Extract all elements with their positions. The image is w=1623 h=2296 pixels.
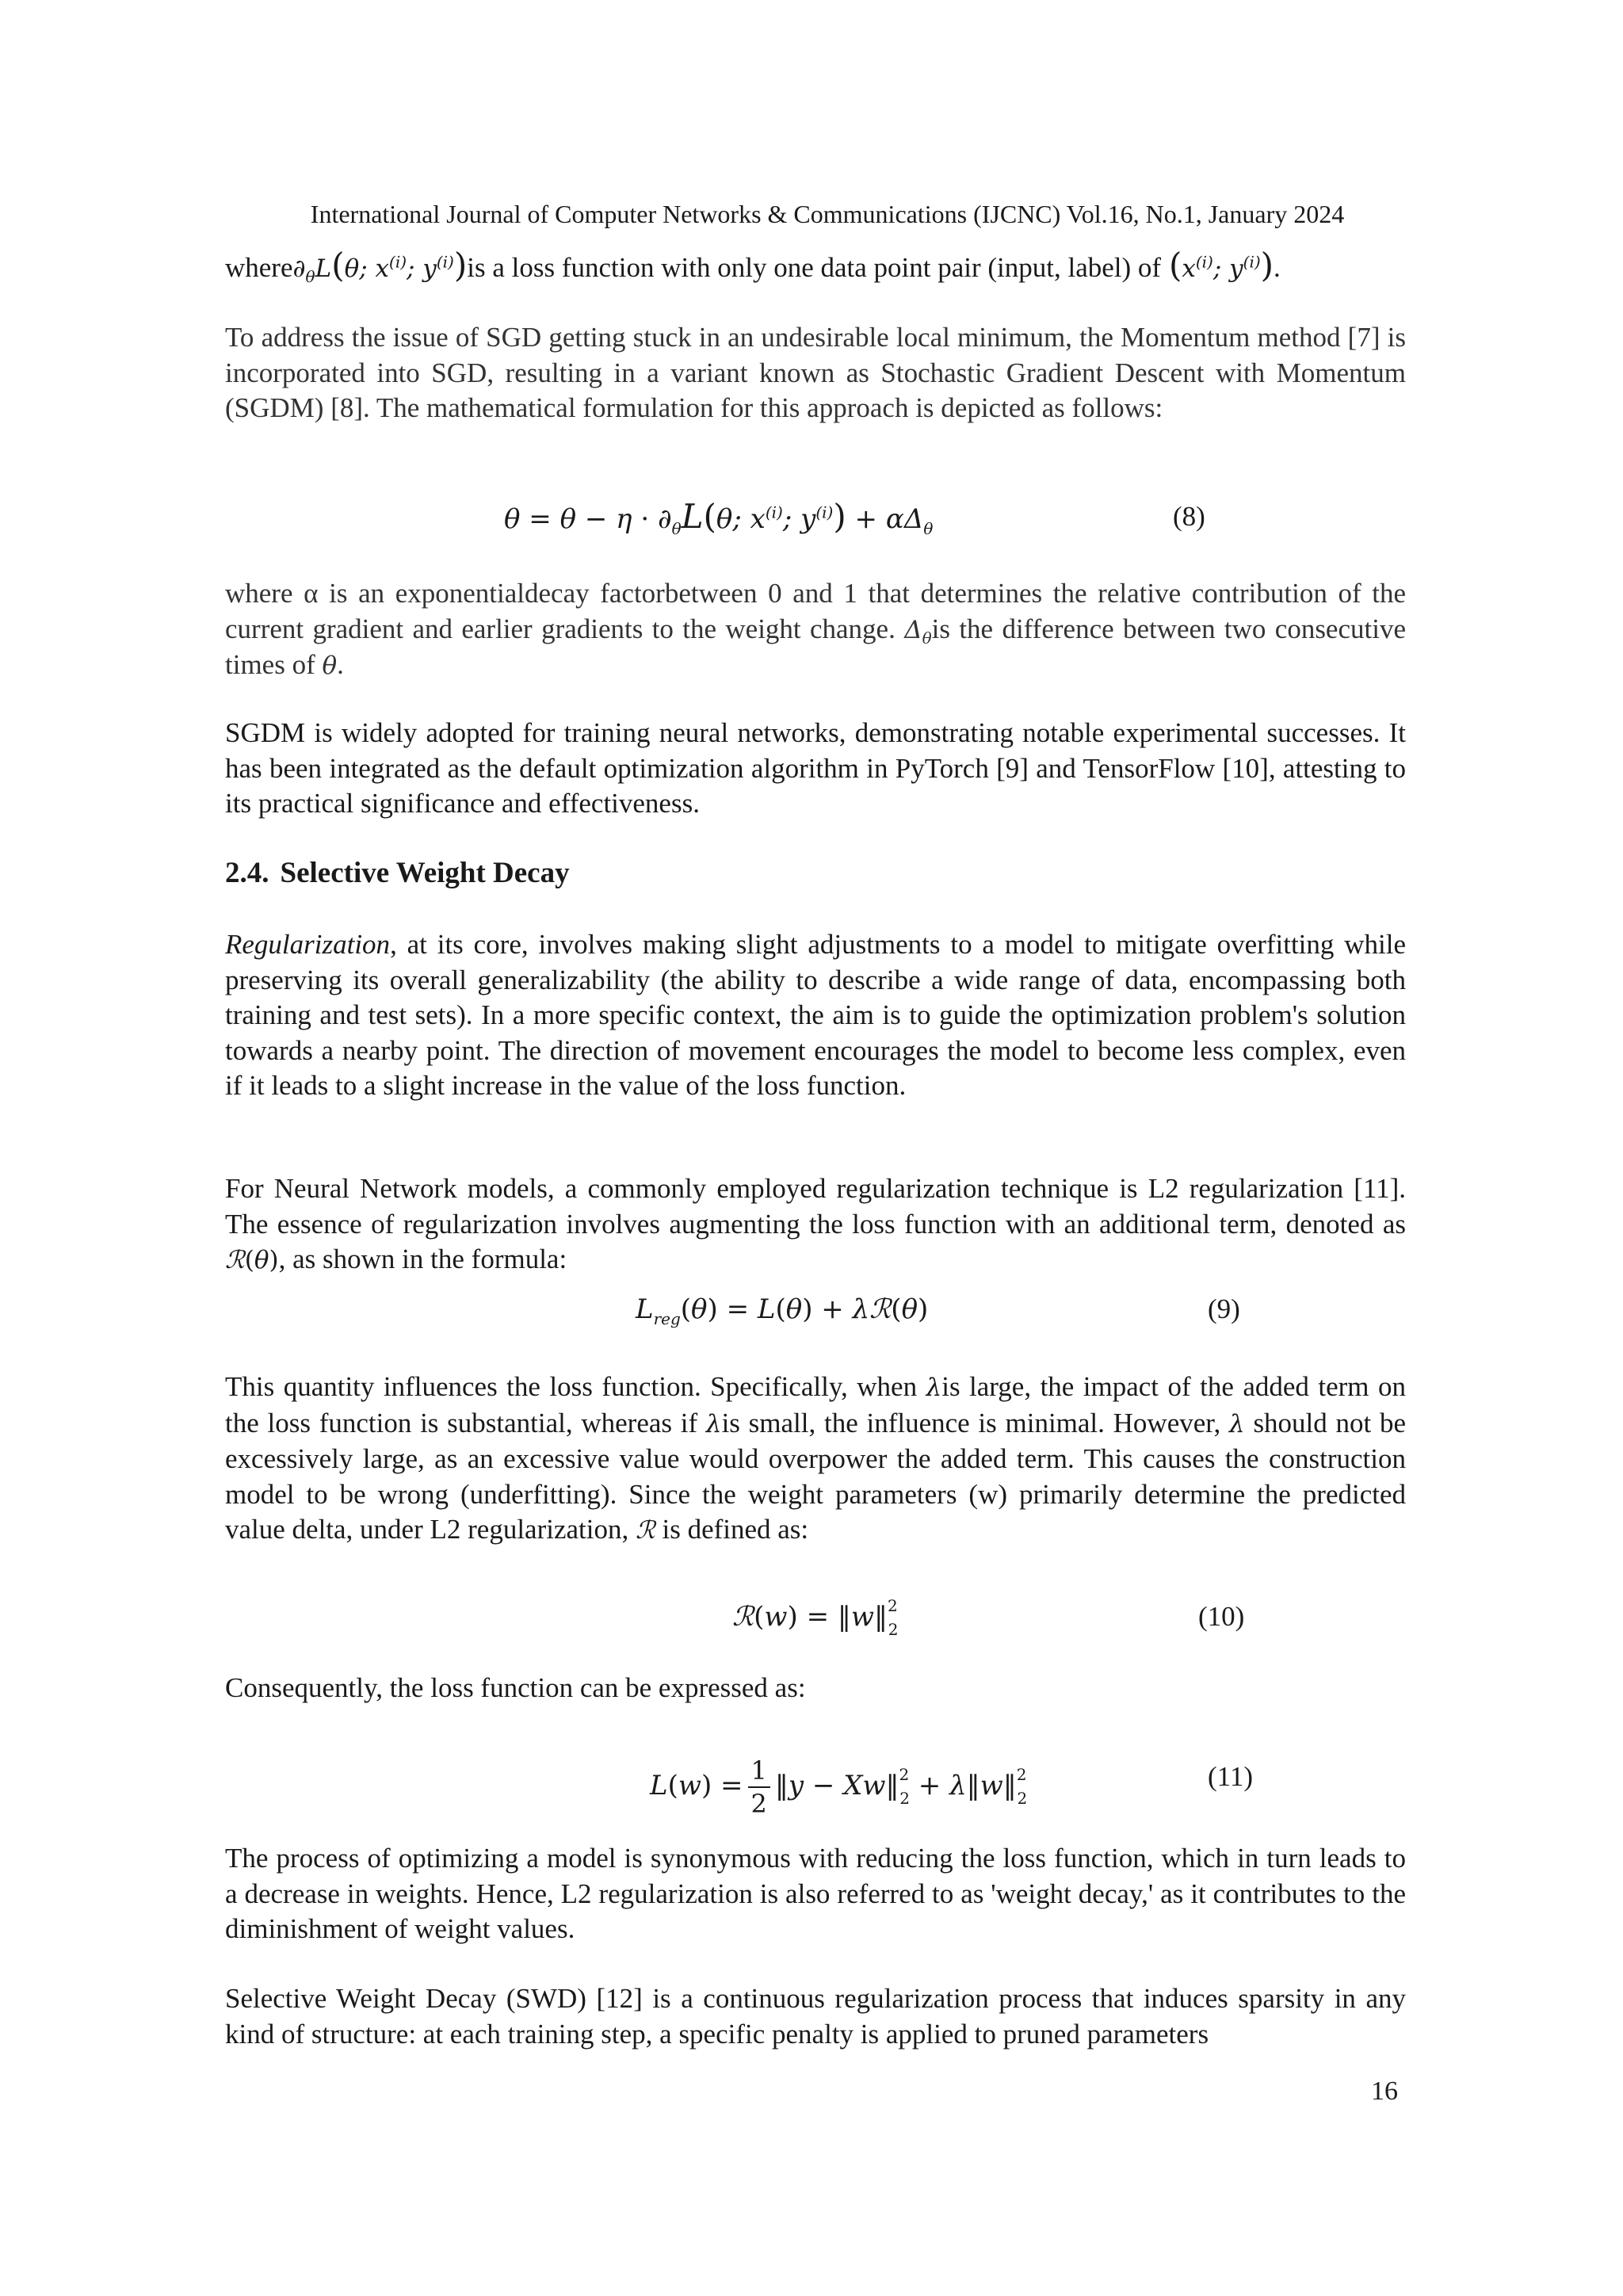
equation-9-body: $L_{reg}(\theta) = L(\theta)$ + λℛ(θ) (636, 1293, 929, 1328)
lambda-symbol-2: λ (705, 1409, 722, 1438)
alpha-text: where α is an exponentialdecay factorbetween 0 and 1 that determines the relative contribution of the current gradient and earlier gradients to the weight change. (225, 578, 1406, 644)
data-pair-expression: ($x^{(i)}$; $y^{(i)}$) (1168, 246, 1274, 285)
equation-10-number: (10) (1198, 1601, 1245, 1632)
lambda-text-a: This quantity influences the loss function. Specifically, when (225, 1371, 918, 1402)
equation-11-number: (11) (1208, 1761, 1254, 1792)
paragraph-nn-models (225, 1171, 1406, 1278)
where-word: where (225, 252, 293, 283)
nn-models-tail: , as shown in the formula: (278, 1244, 567, 1274)
r-symbol: ℛ (635, 1516, 655, 1545)
equation-11-body: L(w) = $\frac{1}{2}$ ‖y − Xw‖$^2_2$ + λ‖w‖$^2_2$ (650, 1755, 1028, 1819)
paragraph-weight-decay: The process of optimizing a model is synonymous with reducing the loss function, which in turn leads to a decrease in weights. Hence, L2 regularization is also referred to as 'weight decay,' as it contributes to the diminishment of weight values. (225, 1843, 1406, 1944)
paragraph-consequently: Consequently, the loss function can be expressed as: (225, 1672, 806, 1703)
nn-models-text: For Neural Network models, a commonly employed regularization technique is L2 regularization [11]. The essence of regularization involves augmenting the loss function with an additional term, denoted as (225, 1173, 1406, 1240)
equation-10-body: ℛ(w) = ‖w‖$^2_2$ (732, 1595, 899, 1639)
one-half-fraction: $\frac{1}{2}$ (748, 1755, 770, 1820)
section-heading (225, 856, 570, 891)
regularization-term: Regularization (225, 929, 391, 960)
equation-8-number: (8) (1173, 501, 1205, 532)
delta-theta-symbol: $\Delta_\theta$ (904, 615, 932, 648)
equation-10 (225, 1593, 1406, 1641)
r-theta-symbol: ℛ(θ) (225, 1246, 279, 1274)
equation-11 (225, 1750, 1406, 1821)
inline-loss-expression: $\partial_\theta L(\theta$; $x^{(i)}$; $y^{(i)}$) (292, 246, 468, 287)
lambda-symbol-3: λ (1229, 1409, 1245, 1438)
lambda-symbol-1: λ (926, 1373, 942, 1402)
page-number: 16 (1371, 2076, 1398, 2106)
paragraph-sgdm-intro: To address the issue of SGD getting stuck in an undesirable local minimum, the Momentum method [7] is incorporated into SGD, resulting in a variant known as Stochastic Gradient Descent with Momentum (SGDM) [8]. The mathematical formulation for this approach is depicted as follows: (225, 322, 1406, 423)
paragraph-regularization (225, 927, 1406, 1104)
lambda-text-c: is small, the influence is minimal. However, (721, 1407, 1221, 1438)
running-header: International Journal of Computer Networks & Communications (IJCNC) Vol.16, No.1, January 2024 (310, 200, 1345, 228)
lambda-text-b: is large, the impact of the added term on the loss function is substantial, whereas if (225, 1371, 1406, 1438)
loss-description: is a loss function with only one data point pair (input, label) of (467, 252, 1162, 283)
paragraph-swd: Selective Weight Decay (SWD) [12] is a continuous regularization process that induces sparsity in any kind of structure: at each training step, a specific penalty is applied to pruned parameters (225, 1983, 1406, 2050)
paragraph-lambda (225, 1370, 1406, 1549)
delta-text: is the difference between two consecutive times of (225, 613, 1406, 680)
paragraph-alpha: where α is an exponentialdecay factorbetween 0 and 1 that determines the relative contribution of the current gradient and earlier gradients to the weight change. $\Delta_\theta is$ the difference between two consecutive times of θ. (225, 578, 1406, 680)
theta-symbol: θ (322, 651, 338, 680)
equation-9 (225, 1286, 1406, 1333)
section-title: Selective Weight Decay (280, 857, 570, 889)
regularization-text: , at its core, involves making slight adjustments to a model to mitigate overfitting while preserving its overall generalizability (the ability to describe a wide range of data, encompassing both training and test sets). In a more specific context, the aim is to guide the optimization problem's solution towards a nearby point. The direction of movement encourages the model to become less complex, even if it leads to a slight increase in the value of the loss function. (225, 929, 1406, 1101)
lambda-text-e: is defined as: (662, 1514, 809, 1545)
equation-8-body: $\theta = \theta - \eta \cdot \partial_\theta L(\theta$; $x^{(i)}$; $y^{(i)}) + \alpha\Delta_\theta$ (504, 497, 934, 538)
paragraph-sgdm-adopted: SGDM is widely adopted for training neural networks, demonstrating notable experimental successes. It has been integrated as the default optimization algorithm in PyTorch [9] and TensorFlow [10], attesting to its practical significance and effectiveness. (225, 717, 1406, 819)
equation-8 (225, 493, 1406, 541)
lambda-text-d: should not be excessively large, as an excessive value would overpower the added term. This causes the construction model to be wrong (underfitting). Since the weight parameters (w) primarily determine the predicted value delta, under L2 regularization, (225, 1407, 1407, 1545)
equation-9-number: (9) (1208, 1293, 1240, 1324)
loss-definition-line: $where\partial_\theta L(\theta$; $x^{(i)}$; $y^{(i)})is$ a loss function with only one data point pair (input, label) of ($x^{(i)}$; $y^{(i)}$). (225, 246, 1281, 287)
section-number: 2.4. (225, 857, 269, 889)
